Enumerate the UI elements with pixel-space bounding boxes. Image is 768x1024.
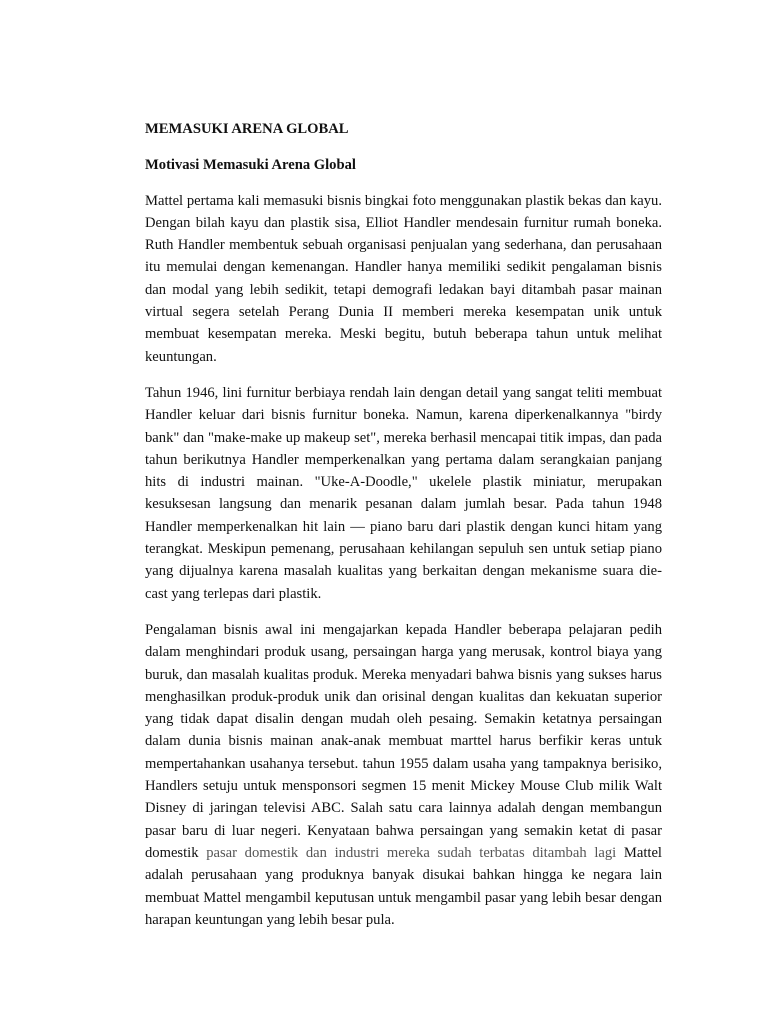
paragraph-3-part3: Mattel adalah perusahaan yang produknya banyak disukai bahkan hingga ke negara lain membuat Mattel mengambil keputusan untuk mengambil pasar yang lebih besar dengan harapan keuntungan yang lebih besar pula.	[145, 844, 662, 928]
paragraph-1: Mattel pertama kali memasuki bisnis bingkai foto menggunakan plastik bekas dan kayu. Dengan bilah kayu dan plastik sisa, Elliot Handler mendesain furnitur rumah boneka. Ruth Handler membentuk sebuah organisasi penjualan yang sederhana, dan perusahaan itu memulai dengan kemenangan. Handler hanya memiliki sedikit pengalaman bisnis dan modal yang lebih sedikit, tetapi demografi ledakan bayi ditambah pasar mainan virtual segera setelah Perang Dunia II memberi mereka kesempatan unik untuk membuat kesempatan mereka. Meski begitu, butuh beberapa tahun untuk melihat keuntungan.	[145, 192, 662, 365]
paragraph-3-muted-text: pasar domestik dan industri mereka sudah terbatas ditambah lagi	[206, 844, 617, 861]
paragraph-3-part1: Pengalaman bisnis awal ini mengajarkan kepada Handler beberapa pelajaran pedih dalam menghindari produk usang, persaingan harga yang merusak, kontrol biaya yang buruk, dan masalah kualitas produk. Mereka menyadari bahwa bisnis yang sukses harus menghasilkan produk-produk unik dan orisinal dengan kualitas dan kekuatan superior yang tidak dapat disalin dengan mudah oleh pesaing. Semakin ketatnya persaingan dalam dunia bisnis mainan anak-anak membuat marttel harus berfikir keras untuk mempertahankan usahanya tersebut. tahun 1955 dalam usaha yang tampaknya berisiko, Handlers setuju untuk mensponsori segmen 15 menit Mickey Mouse Club milik Walt Disney di jaringan televisi ABC. Salah satu cara lainnya adalah dengan membangun pasar baru di luar negeri. Kenyataan bahwa persaingan yang semakin ketat di pasar domestik	[145, 621, 662, 861]
section-heading: Motivasi Memasuki Arena Global	[145, 157, 356, 174]
document-page	[145, 118, 662, 931]
document-title: MEMASUKI ARENA GLOBAL	[145, 121, 349, 137]
paragraph-2: Tahun 1946, lini furnitur berbiaya rendah lain dengan detail yang sangat teliti membuat Handler keluar dari bisnis furnitur boneka. Namun, karena diperkenalkannya "birdy bank" dan "make-make up makeup set", mereka berhasil mencapai titik impas, dan pada tahun berikutnya Handler memperkenalkan yang pertama dalam serangkaian panjang hits di industri mainan. "Uke-A-Doodle," ukelele plastik miniatur, merupakan kesuksesan langsung dan menarik pesanan dalam jumlah besar. Pada tahun 1948 Handler memperkenalkan hit lain — piano baru dari plastik dengan kunci hitam yang terangkat. Meskipun pemenang, perusahaan kehilangan sepuluh sen untuk setiap piano yang dijualnya karena masalah kualitas yang berkaitan dengan mekanisme suara die-cast yang terlepas dari plastik.	[145, 384, 662, 602]
paragraph-3	[145, 619, 662, 931]
